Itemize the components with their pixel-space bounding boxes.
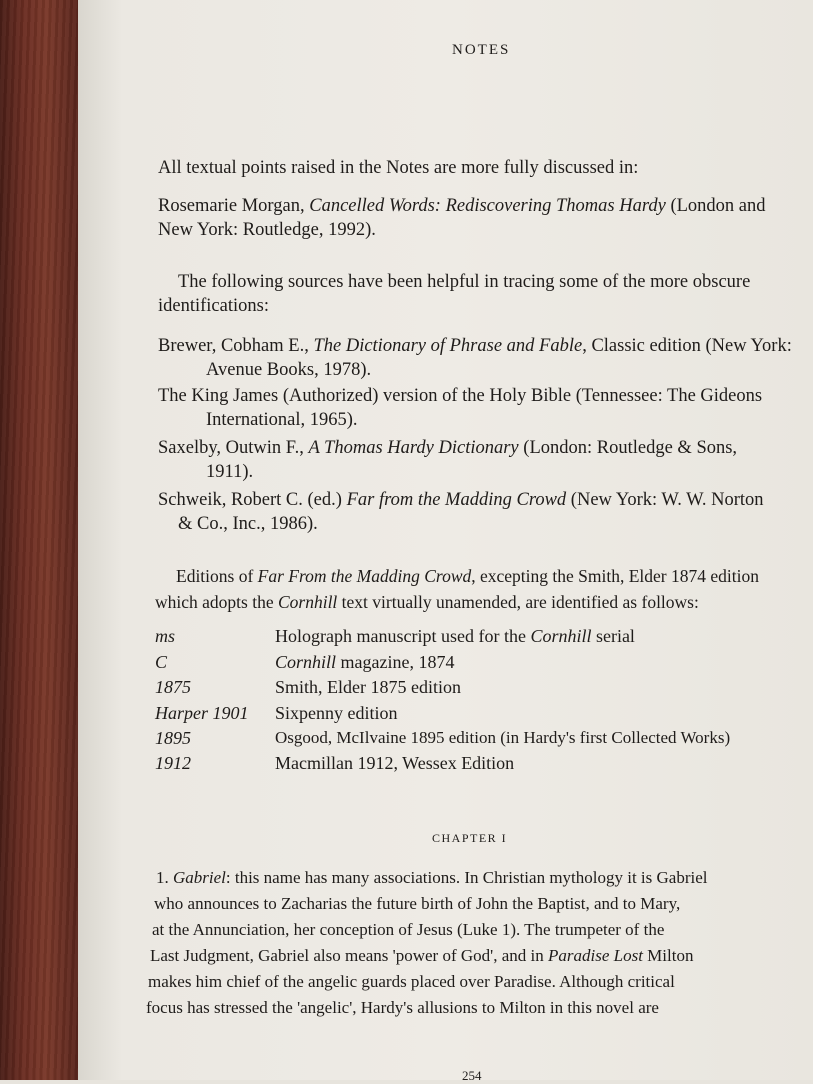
editions-intro-cont: which adopts the Cornhill text virtually unamended, are identified as follows: xyxy=(155,592,699,612)
source-saxelby: Saxelby, Outwin F., A Thomas Hardy Dictionary (London: Routledge & Sons, xyxy=(158,438,738,458)
chapter-heading: CHAPTER I xyxy=(432,831,508,845)
note-line: 1. Gabriel: this name has many associations. In Christian mythology it is Gabriel xyxy=(156,868,708,887)
edition-desc: Smith, Elder 1875 edition xyxy=(275,677,461,697)
source-kingjames: The King James (Authorized) version of the Holy Bible (Tennessee: The Gideons xyxy=(158,386,763,406)
book-spine xyxy=(0,0,78,1080)
source-saxelby-cont: 1911). xyxy=(206,462,254,482)
edition-abbr: 1875 xyxy=(155,677,191,697)
note-line: who announces to Zacharias the future birth of John the Baptist, and to Mary, xyxy=(154,894,681,913)
note-line: Last Judgment, Gabriel also means 'power of God', and in Paradise Lost Milton xyxy=(150,946,694,965)
edition-abbr: 1895 xyxy=(155,728,191,748)
sources-intro: The following sources have been helpful in tracing some of the more obscure xyxy=(178,272,751,292)
source-schweik: Schweik, Robert C. (ed.) Far from the Madding Crowd (New York: W. W. Norton xyxy=(158,490,764,510)
source-brewer-cont: Avenue Books, 1978). xyxy=(206,360,372,380)
edition-desc: Holograph manuscript used for the Cornhill serial xyxy=(275,626,635,646)
edition-abbr: C xyxy=(155,652,168,672)
intro-reference: Rosemarie Morgan, Cancelled Words: Rediscovering Thomas Hardy (London and xyxy=(158,196,766,216)
sources-intro-cont: identifications: xyxy=(158,296,269,316)
note-line: at the Annunciation, her conception of Jesus (Luke 1). The trumpeter of the xyxy=(152,920,665,939)
intro-reference-cont: New York: Routledge, 1992). xyxy=(158,220,376,240)
edition-abbr: 1912 xyxy=(155,753,191,773)
source-kingjames-cont: International, 1965). xyxy=(206,410,358,430)
page-number: 254 xyxy=(462,1068,482,1083)
edition-desc: Macmillan 1912, Wessex Edition xyxy=(275,753,515,773)
editions-intro: Editions of Far From the Madding Crowd, excepting the Smith, Elder 1874 edition xyxy=(176,566,759,586)
edition-abbr: Harper 1901 xyxy=(155,703,249,723)
source-brewer: Brewer, Cobham E., The Dictionary of Phrase and Fable, Classic edition (New York: xyxy=(158,336,792,356)
edition-abbr: ms xyxy=(155,626,176,646)
page-header: NOTES xyxy=(452,42,511,58)
edition-desc: Cornhill magazine, 1874 xyxy=(275,652,455,672)
edition-desc: Osgood, McIlvaine 1895 edition (in Hardy's first Collected Works) xyxy=(275,728,731,747)
note-line: focus has stressed the 'angelic', Hardy's allusions to Milton in this novel are xyxy=(146,998,659,1017)
source-schweik-cont: & Co., Inc., 1986). xyxy=(178,514,318,534)
edition-desc: Sixpenny edition xyxy=(275,703,398,723)
note-line: makes him chief of the angelic guards placed over Paradise. Although critical xyxy=(148,972,675,991)
intro-line: All textual points raised in the Notes are more fully discussed in: xyxy=(158,158,639,178)
